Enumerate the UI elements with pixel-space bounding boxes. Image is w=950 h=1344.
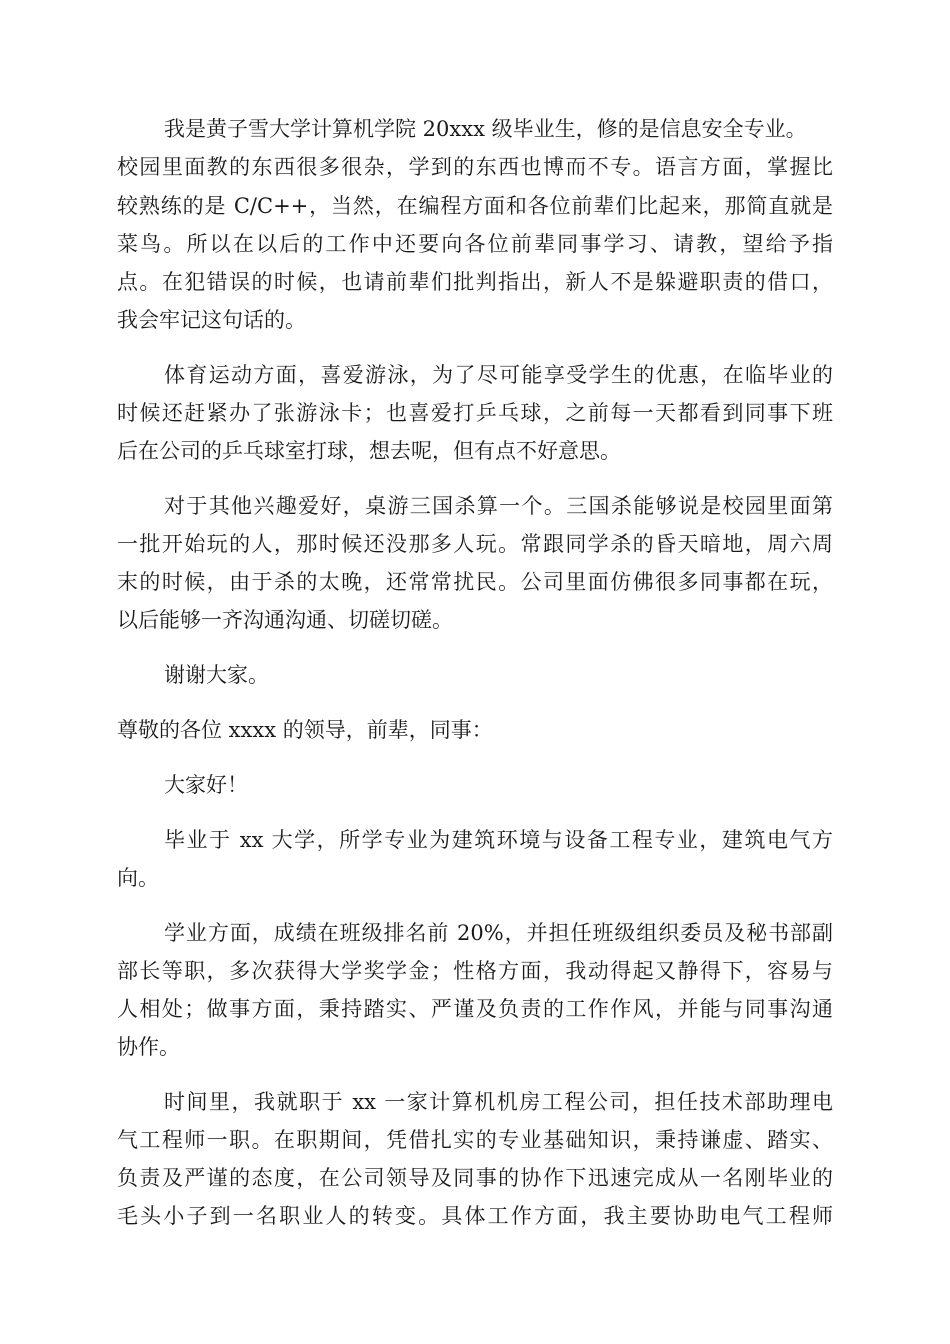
text-line: 毛头小子到一名职业人的转变。具体工作方面，我主要协助电气工程师 bbox=[117, 1204, 833, 1228]
text-line: 气工程师一职。在职期间，凭借扎实的专业基础知识，秉持谦虚、踏实、 bbox=[117, 1128, 833, 1152]
text-line: 学业方面，成绩在班级排名前 20%，并担任班级组织委员及秘书部副 bbox=[164, 921, 833, 945]
text-line: 体育运动方面，喜爱游泳，为了尽可能享受学生的优惠，在临毕业的 bbox=[164, 363, 833, 387]
text-line: 对于其他兴趣爱好，桌游三国杀算一个。三国杀能够说是校园里面第 bbox=[164, 494, 833, 518]
text-line: 部长等职，多次获得大学奖学金；性格方面，我动得起又静得下，容易与 bbox=[117, 959, 833, 983]
text-line: 向。 bbox=[117, 866, 159, 890]
text-line: 谢谢大家。 bbox=[164, 663, 269, 687]
text-line: 时候还赶紧办了张游泳卡；也喜爱打乒乓球，之前每一天都看到同事下班 bbox=[117, 401, 833, 425]
text-line: 负责及严谨的态度，在公司领导及同事的协作下迅速完成从一名刚毕业的 bbox=[117, 1166, 833, 1190]
text-line: 人相处；做事方面，秉持踏实、严谨及负责的工作作风，并能与同事沟通 bbox=[117, 997, 833, 1021]
text-line: 毕业于 xx 大学，所学专业为建筑环境与设备工程专业，建筑电气方 bbox=[164, 828, 833, 852]
salutation: 尊敬的各位 xxxx 的领导，前辈，同事： bbox=[117, 718, 493, 742]
text-line: 协作。 bbox=[117, 1035, 180, 1059]
greeting: 大家好！ bbox=[164, 773, 248, 797]
text-line: 末的时候，由于杀的太晚，还常常扰民。公司里面仿佛很多同事都在玩， bbox=[117, 570, 833, 594]
text-line: 一批开始玩的人，那时候还没那多人玩。常跟同学杀的昏天暗地，周六周 bbox=[117, 532, 833, 556]
text-line: 我是黄子雪大学计算机学院 20xxx 级毕业生，修的是信息安全专业。 bbox=[164, 117, 807, 141]
text-line: 校园里面教的东西很多很杂，学到的东西也博而不专。语言方面，掌握比 bbox=[117, 155, 833, 179]
text-line: 较熟练的是 C/C++，当然，在编程方面和各位前辈们比起来，那简直就是 bbox=[117, 194, 833, 218]
text-line: 我会牢记这句话的。 bbox=[117, 308, 306, 332]
text-line: 点。在犯错误的时候，也请前辈们批判指出，新人不是躲避职责的借口， bbox=[117, 270, 833, 294]
text-line: 以后能够一齐沟通沟通、切磋切磋。 bbox=[117, 608, 453, 632]
text-line: 后在公司的乒乓球室打球，想去呢，但有点不好意思。 bbox=[117, 439, 621, 463]
text-line: 菜鸟。所以在以后的工作中还要向各位前辈同事学习、请教，望给予指 bbox=[117, 232, 833, 256]
text-line: 时间里，我就职于 xx 一家计算机机房工程公司，担任技术部助理电 bbox=[164, 1090, 833, 1114]
